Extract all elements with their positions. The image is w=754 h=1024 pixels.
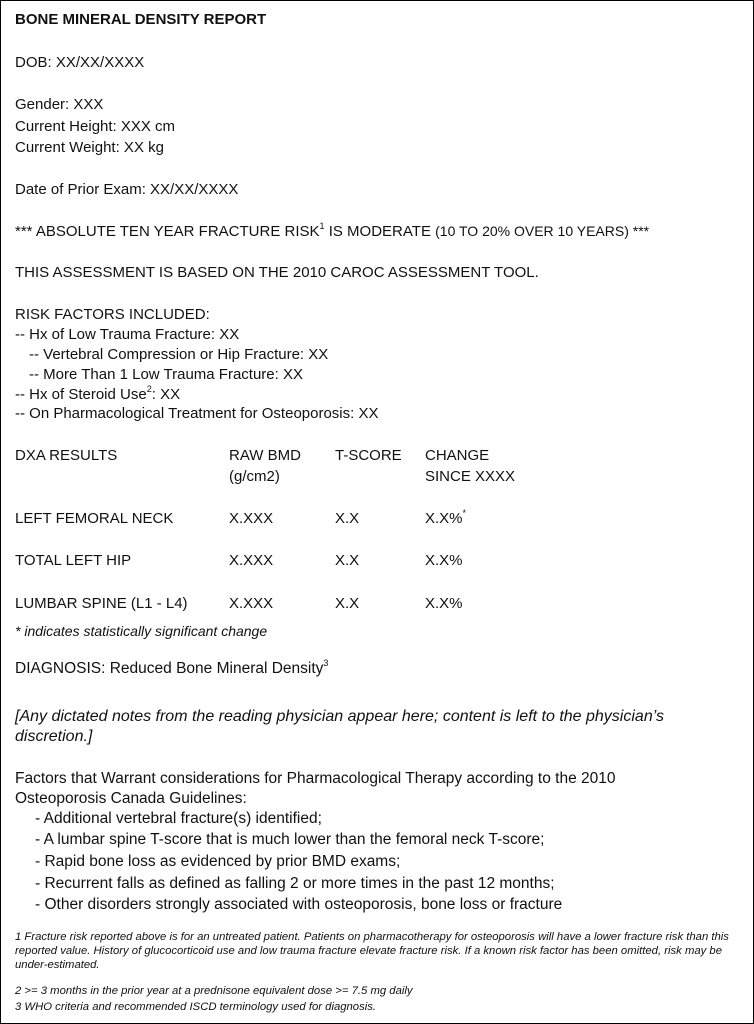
- dxa-row-change: X.X%: [425, 595, 463, 612]
- dxa-row-change: X.X%: [425, 552, 463, 569]
- risk-line-mid: IS MODERATE: [324, 223, 436, 240]
- dxa-row-site: LUMBAR SPINE (L1 - L4): [15, 595, 188, 612]
- dob-line: DOB: XX/XX/XXXX: [15, 54, 145, 71]
- risk-factor-vertebral: -- Vertebral Compression or Hip Fracture: XX: [29, 346, 329, 363]
- diagnosis-footnote-marker: 3: [323, 657, 329, 668]
- risk-factor-treatment: -- On Pharmacological Treatment for Osteoporosis: XX: [15, 405, 379, 422]
- dxa-row-change-value: X.X%: [425, 510, 463, 527]
- therapy-item: - Additional vertebral fracture(s) identified;: [35, 810, 322, 827]
- gender-line: Gender: XXX: [15, 96, 104, 113]
- risk-factor-steroid: [15, 386, 180, 404]
- risk-factor-hx-fracture: -- Hx of Low Trauma Fracture: XX: [15, 326, 240, 343]
- footnote-3: 3 WHO criteria and recommended ISCD terminology used for diagnosis.: [15, 1001, 377, 1013]
- dxa-row-tscore: X.X: [335, 595, 360, 612]
- prior-exam-line: Date of Prior Exam: XX/XX/XXXX: [15, 181, 239, 198]
- therapy-item: - Recurrent falls as defined as falling 2 or more times in the past 12 months;: [35, 875, 555, 892]
- footnote-1: 1 Fracture risk reported above is for an untreated patient. Patients on pharmacotherapy for osteoporosis will have a lower fracture risk than this reported value. History of glucocorticoid use and low trauma fracture elevate fracture risk. If a known risk factor has been omitted, risk may be under-estimated.: [15, 931, 729, 971]
- therapy-item: - Other disorders strongly associated with osteoporosis, bone loss or fracture: [35, 896, 563, 913]
- diagnosis-text: DIAGNOSIS: Reduced Bone Mineral Density: [15, 660, 324, 677]
- therapy-item: - A lumbar spine T-score that is much lower than the femoral neck T-score;: [35, 831, 545, 848]
- fracture-risk-line: [15, 222, 649, 241]
- dxa-row-bmd: X.XXX: [229, 552, 274, 569]
- dxa-header-change: CHANGE: [425, 447, 490, 464]
- height-line: Current Height: XXX cm: [15, 118, 176, 135]
- dxa-row-bmd: X.XXX: [229, 510, 274, 527]
- steroid-footnote-marker: 2: [146, 384, 152, 394]
- dxa-header-results: DXA RESULTS: [15, 447, 118, 464]
- weight-line: Current Weight: XX kg: [15, 139, 164, 156]
- dxa-header-raw-bmd-unit: (g/cm2): [229, 468, 280, 485]
- risk-factors-heading: RISK FACTORS INCLUDED:: [15, 306, 210, 323]
- dxa-row-tscore: X.X: [335, 510, 360, 527]
- significance-note: * indicates statistically significant change: [15, 623, 268, 639]
- dxa-header-raw-bmd: RAW BMD: [229, 447, 301, 464]
- dxa-header-tscore: T-SCORE: [335, 447, 402, 464]
- steroid-value: : XX: [151, 386, 181, 403]
- therapy-intro-1: Factors that Warrant considerations for Pharmacological Therapy according to the 2010: [15, 770, 616, 787]
- footnote-2: 2 >= 3 months in the prior year at a prednisone equivalent dose >= 7.5 mg daily: [15, 985, 413, 997]
- risk-factor-more-than-one: -- More Than 1 Low Trauma Fracture: XX: [29, 366, 303, 383]
- steroid-label: -- Hx of Steroid Use: [15, 386, 147, 403]
- report-title: BONE MINERAL DENSITY REPORT: [15, 11, 267, 28]
- diagnosis-line: [15, 657, 329, 678]
- significance-marker: *: [462, 508, 467, 518]
- dxa-row-change: [425, 510, 466, 528]
- dxa-row-site: LEFT FEMORAL NECK: [15, 510, 174, 527]
- assessment-line: THIS ASSESSMENT IS BASED ON THE 2010 CAROC ASSESSMENT TOOL.: [15, 264, 539, 281]
- risk-line-end: (10 TO 20% OVER 10 YEARS) ***: [435, 223, 650, 239]
- risk-line-start: *** ABSOLUTE TEN YEAR FRACTURE RISK: [15, 223, 320, 240]
- physician-notes: [Any dictated notes from the reading physician appear here; content is left to the physician’s discretion.]: [15, 708, 664, 745]
- therapy-item: - Rapid bone loss as evidenced by prior BMD exams;: [35, 853, 401, 870]
- dxa-row-tscore: X.X: [335, 552, 360, 569]
- dxa-row-site: TOTAL LEFT HIP: [15, 552, 132, 569]
- dxa-header-change-since: SINCE XXXX: [425, 468, 516, 485]
- dxa-row-bmd: X.XXX: [229, 595, 274, 612]
- therapy-intro-2: Osteoporosis Canada Guidelines:: [15, 790, 247, 807]
- risk-footnote-marker: 1: [319, 221, 325, 231]
